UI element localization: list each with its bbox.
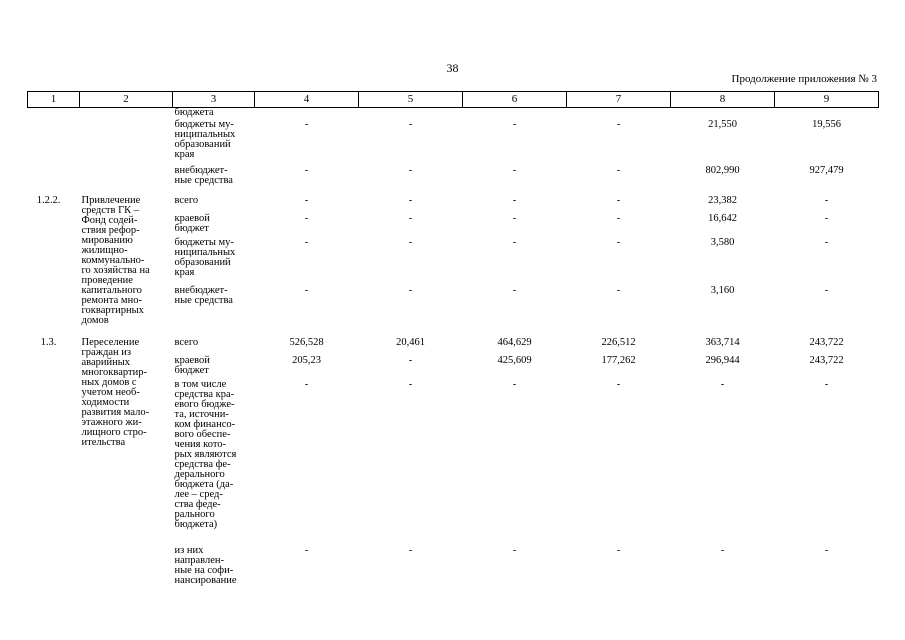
row-number-cell xyxy=(28,120,80,166)
value-cell: 464,629 xyxy=(497,336,532,348)
item-name-cell: Переселение граждан из аварийных многоквартир- ных домов с учетом необ- ходимости развития мало- этажного жи- лищного стро- ительства xyxy=(81,336,150,448)
value-cell: - xyxy=(616,544,621,556)
row-number-cell xyxy=(28,108,80,120)
value-cell xyxy=(255,108,359,120)
item-name-cell xyxy=(80,166,173,196)
row-number-cell xyxy=(28,166,80,196)
page-number: 38 xyxy=(446,61,459,75)
column-header: 4 xyxy=(255,92,359,108)
value-cell xyxy=(359,108,463,120)
value-cell: - xyxy=(824,284,829,296)
column-header: 2 xyxy=(80,92,173,108)
value-cell: - xyxy=(824,544,829,556)
value-cell: - xyxy=(512,118,517,130)
row-number-cell: 1.2.2. xyxy=(36,194,61,206)
column-header: 3 xyxy=(173,92,255,108)
value-cell: - xyxy=(408,194,413,206)
column-header: 1 xyxy=(28,92,80,108)
value-cell: - xyxy=(824,378,829,390)
funding-source-cell: внебюджет- ные средства xyxy=(174,284,233,306)
value-cell: 177,262 xyxy=(601,354,636,366)
value-cell: - xyxy=(616,284,621,296)
table-body xyxy=(28,108,879,596)
value-cell: - xyxy=(512,378,517,390)
value-cell: - xyxy=(616,212,621,224)
value-cell: 243,722 xyxy=(809,336,844,348)
value-cell: - xyxy=(512,236,517,248)
value-cell: - xyxy=(616,118,621,130)
table-row xyxy=(28,108,879,120)
funding-source-cell: бюджета xyxy=(174,107,214,118)
value-cell: - xyxy=(616,236,621,248)
value-cell: 226,512 xyxy=(601,336,636,348)
value-cell: 16,642 xyxy=(708,212,737,224)
value-cell: - xyxy=(616,378,621,390)
value-cell: 20,461 xyxy=(396,336,425,348)
funding-source-cell: внебюджет- ные средства xyxy=(174,164,233,186)
value-cell: 205,23 xyxy=(292,354,321,366)
value-cell: 927,479 xyxy=(809,164,844,176)
value-cell: - xyxy=(408,212,413,224)
value-cell: - xyxy=(304,164,309,176)
value-cell: 243,722 xyxy=(809,354,844,366)
continuation-header: Продолжение приложения № 3 xyxy=(731,73,877,85)
value-cell: - xyxy=(408,118,413,130)
value-cell xyxy=(567,108,671,120)
value-cell: - xyxy=(304,194,309,206)
value-cell xyxy=(775,108,879,120)
table-row xyxy=(28,120,879,166)
value-cell: - xyxy=(408,378,413,390)
table-row xyxy=(28,196,879,214)
column-header: 6 xyxy=(463,92,567,108)
item-name-cell: Привлечение средств ГК – Фонд содей- ствия рефор- мированию жилищно- коммунально- го хозяйства на проведение капитального ремонта мно- гоквартирных домов xyxy=(81,194,150,326)
value-cell: - xyxy=(408,544,413,556)
value-cell: - xyxy=(304,378,309,390)
funding-source-cell: краевой бюджет xyxy=(174,354,210,376)
value-cell: - xyxy=(616,164,621,176)
value-cell: - xyxy=(512,544,517,556)
value-cell: - xyxy=(616,194,621,206)
value-cell: 3,160 xyxy=(710,284,735,296)
row-number-cell: 1.3. xyxy=(40,336,57,348)
value-cell: - xyxy=(408,236,413,248)
value-cell: - xyxy=(720,378,725,390)
column-header: 8 xyxy=(671,92,775,108)
value-cell: - xyxy=(304,544,309,556)
column-number-row xyxy=(28,92,879,108)
value-cell: - xyxy=(408,164,413,176)
column-header: 5 xyxy=(359,92,463,108)
value-cell: - xyxy=(824,194,829,206)
value-cell: 21,550 xyxy=(708,118,737,130)
value-cell: 19,556 xyxy=(812,118,841,130)
value-cell: 526,528 xyxy=(289,336,324,348)
value-cell: - xyxy=(304,236,309,248)
table-row xyxy=(28,166,879,196)
table-row xyxy=(28,338,879,356)
value-cell: - xyxy=(512,284,517,296)
funding-source-cell: бюджеты му- ниципальных образований края xyxy=(174,236,236,278)
value-cell: - xyxy=(408,354,413,366)
value-cell: 23,382 xyxy=(708,194,737,206)
funding-source-cell: бюджеты му- ниципальных образований края xyxy=(174,118,236,160)
item-name-cell xyxy=(80,108,173,120)
item-name-cell xyxy=(80,120,173,166)
value-cell: - xyxy=(304,212,309,224)
value-cell: - xyxy=(304,118,309,130)
value-cell: - xyxy=(408,284,413,296)
value-cell: - xyxy=(720,544,725,556)
funding-source-cell: из них направлен- ные на софи- нансирование xyxy=(174,544,237,586)
value-cell: 363,714 xyxy=(705,336,740,348)
value-cell: - xyxy=(824,212,829,224)
value-cell: - xyxy=(824,236,829,248)
value-cell: - xyxy=(304,284,309,296)
value-cell: 802,990 xyxy=(705,164,740,176)
value-cell: - xyxy=(512,194,517,206)
value-cell: - xyxy=(512,164,517,176)
column-header: 7 xyxy=(567,92,671,108)
value-cell: 3,580 xyxy=(710,236,735,248)
value-cell: 425,609 xyxy=(497,354,532,366)
value-cell: 296,944 xyxy=(705,354,740,366)
value-cell xyxy=(671,108,775,120)
funding-source-cell: всего xyxy=(174,336,199,348)
budget-table xyxy=(27,91,879,596)
funding-source-cell: в том числе средства кра- евого бюдже- та, источни- ком финансо- вого обеспе- чения кото- рых являются средства фе- дерального бюджета (да- лее – сред- ства феде- рального бюджета) xyxy=(174,378,237,530)
funding-source-cell: краевой бюджет xyxy=(174,212,210,234)
funding-source-cell: всего xyxy=(174,194,199,206)
value-cell xyxy=(463,108,567,120)
column-header: 9 xyxy=(775,92,879,108)
value-cell: - xyxy=(512,212,517,224)
